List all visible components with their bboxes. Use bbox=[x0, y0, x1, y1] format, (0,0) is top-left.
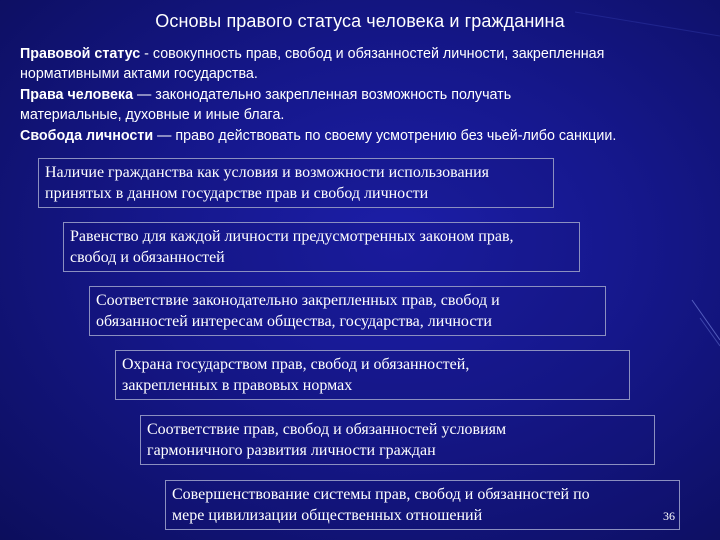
principle-box-line: Равенство для каждой личности предусмотренных законом прав, bbox=[70, 228, 514, 245]
principle-box-line: Совершенствование системы прав, свобод и обязанностей по bbox=[172, 486, 590, 503]
definition-legal-status-line2: нормативными актами государства. bbox=[20, 66, 258, 83]
definition-human-rights-line2: материальные, духовные и иные блага. bbox=[20, 107, 285, 124]
definition-personal-freedom-text: — право действовать по своему усмотрению без чьей-либо санкции. bbox=[153, 127, 617, 144]
principle-box-state-protection bbox=[115, 350, 630, 400]
definition-legal-status-line1 bbox=[20, 44, 710, 64]
slide-title: Основы правого статуса человека и гражданина bbox=[155, 11, 565, 31]
principle-box-line: принятых в данном государстве прав и свобод личности bbox=[45, 185, 429, 202]
principle-box-line: Соответствие законодательно закрепленных прав, свобод и bbox=[96, 292, 500, 309]
principle-box-line: обязанностей интересам общества, государства, личности bbox=[96, 313, 492, 330]
definitions-block bbox=[20, 44, 710, 146]
term-personal-freedom: Свобода личности bbox=[20, 127, 154, 144]
principle-box-equality bbox=[63, 222, 580, 272]
principle-box-harmonious-development bbox=[140, 415, 655, 465]
definition-personal-freedom-line1 bbox=[20, 126, 710, 146]
page-number: 36 bbox=[663, 509, 675, 523]
term-legal-status: Правовой статус bbox=[20, 46, 141, 62]
principle-box-line: закрепленных в правовых нормах bbox=[122, 377, 353, 394]
principle-box-line: мере цивилизации общественных отношений bbox=[172, 507, 483, 524]
definition-human-rights-text: — законодательно закрепленная возможность получать bbox=[133, 86, 512, 103]
principle-box-improvement bbox=[165, 480, 680, 530]
principle-box-line: Охрана государством прав, свобод и обязанностей, bbox=[122, 356, 470, 373]
principle-box-correspondence-interests bbox=[89, 286, 606, 336]
principle-box-line: свобод и обязанностей bbox=[70, 249, 225, 266]
definition-human-rights-line1 bbox=[20, 85, 710, 105]
principle-box-line: Наличие гражданства как условия и возможности использования bbox=[45, 164, 490, 181]
principle-box-line: Соответствие прав, свобод и обязанностей условиям bbox=[147, 421, 507, 438]
principle-box-citizenship bbox=[38, 158, 554, 208]
term-human-rights: Права человека bbox=[20, 86, 134, 103]
principle-box-line: гармоничного развития личности граждан bbox=[147, 442, 436, 459]
definition-legal-status-text: - совокупность прав, свобод и обязанностей личности, закрепленная bbox=[140, 46, 605, 62]
